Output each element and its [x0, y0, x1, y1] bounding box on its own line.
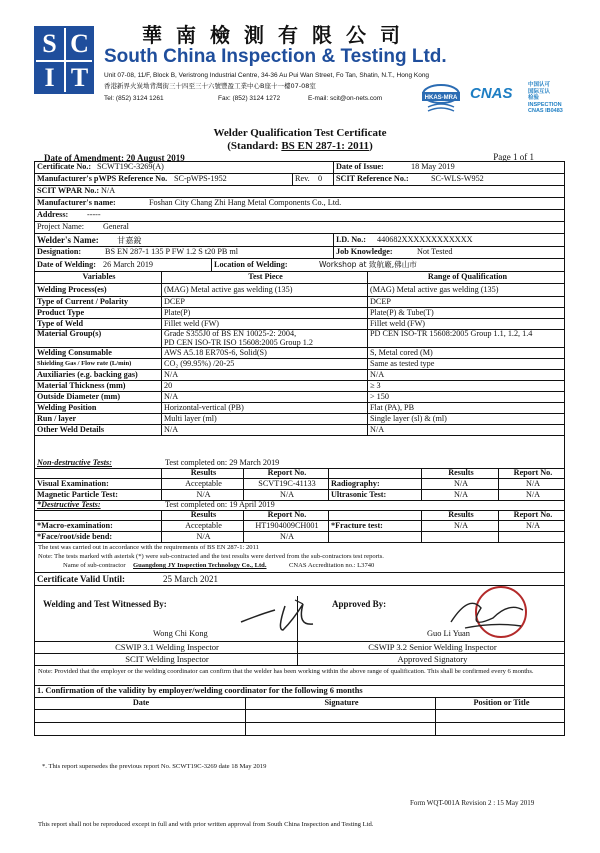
cnas-text: 中国认可 国际互认 检验 INSPECTION CNAS IB0483: [528, 82, 563, 114]
logo-letter: I: [44, 63, 55, 92]
test-row: [35, 490, 564, 501]
test-piece-value: Plate(P): [161, 308, 367, 318]
confirm-col-header: Date Signature Position or Title: [35, 698, 564, 709]
range-value: [367, 339, 565, 347]
company-tel: Tel: (852) 3124 1261: [104, 95, 164, 102]
test-piece-value: PD CEN ISO-TR ISO 15608:2005 Group 1.2: [161, 339, 367, 347]
approver-signature: [441, 588, 541, 634]
test-piece-value: DCEP: [161, 297, 367, 307]
date-of-amendment: Date of Amendment: 20 August 2019: [44, 153, 185, 163]
variables-header: Variables Test Piece Range of Qualification: [35, 272, 564, 284]
variable-row: [35, 425, 564, 436]
test-result: N/A: [161, 532, 243, 542]
witness-name: Wong Chi Kong: [153, 629, 208, 638]
test-piece-value: CO₂ (99.95%) /20-25: [161, 359, 367, 369]
company-fax: Fax: (852) 3124 1272: [218, 95, 281, 102]
approver-label: Approved By:: [332, 599, 387, 609]
standard: (Standard: BS EN 287-1: 2011): [227, 140, 373, 152]
company-email: E-mail: scit@on-nets.com: [308, 95, 383, 102]
note-subcontract: Note: The tests marked with asterisk (*) were sub-contracted and the test results were derived from the sub-contractors test reports.: [38, 553, 384, 560]
range-value: ≥ 3: [367, 381, 565, 391]
test-piece-value: (MAG) Metal active gas welding (135): [161, 284, 367, 296]
range-value: Flat (PA), PB: [367, 403, 565, 413]
test-piece-value: Horizontal-vertical (PB): [161, 403, 367, 413]
variable-name: Outside Diameter (mm): [37, 392, 121, 401]
confirm-note: Note: Provided that the employer or the welding coordinator can confirm that the welder has been working within the above range of qualification. This shall be confirmed every 6 months.: [35, 666, 564, 686]
ndt-heading: Non-destructive Tests: Test completed on: 29 March 2019: [35, 459, 564, 469]
variable-row: [35, 370, 564, 381]
svg-text:HKAS-MRA: HKAS-MRA: [424, 95, 458, 101]
hkas-mra-logo: [418, 82, 464, 116]
variable-row: [35, 414, 564, 425]
confirm-heading: 1. Confirmation of the validity by employer/welding coordinator for the following 6 months: [35, 686, 564, 698]
range-value: Single layer (sl) & (ml): [367, 414, 565, 424]
variable-name: Run / layer: [37, 414, 77, 423]
test-result: N/A: [421, 490, 498, 500]
company-name-en: South China Inspection & Testing Ltd.: [104, 46, 447, 67]
test-piece-value: N/A: [161, 425, 367, 435]
info-row: Project Name: General: [35, 222, 564, 234]
approver-name: Guo Li Yuan: [427, 629, 470, 638]
variable-name: [35, 339, 161, 347]
scit-logo: [34, 26, 94, 94]
variable-row: [35, 319, 564, 330]
range-value: Same as tested type: [367, 359, 565, 369]
test-piece-value: Grade S355J0 of BS EN 10025-2: 2004,: [161, 330, 367, 339]
test-name: *Macro-examination:: [37, 521, 113, 530]
company-name-cn: 華南檢測有限公司: [142, 23, 414, 47]
info-row: SCIT WPAR No.: N/A: [35, 186, 564, 198]
report-no: N/A: [243, 490, 328, 500]
range-value: Plate(P) & Tube(T): [367, 308, 565, 318]
form-ref: Form WQT-001A Revision 2 : 15 May 2019: [410, 799, 535, 807]
certificate-title: Welder Qualification Test Certificate: [213, 127, 387, 139]
witness-label: Welding and Test Witnessed By:: [43, 599, 167, 609]
range-value: S, Metal cored (M): [367, 348, 565, 358]
test-piece-value: N/A: [161, 370, 367, 380]
variable-row: [35, 339, 564, 348]
test-name: Ultrasonic Test:: [328, 490, 421, 500]
variable-name: Auxiliaries (e.g. backing gas): [37, 370, 138, 379]
notes: [35, 543, 564, 573]
report-no: [498, 532, 565, 542]
report-no: N/A: [498, 479, 565, 489]
test-piece-value: Multi layer (ml): [161, 414, 367, 424]
test-name: *Face/root/side bend:: [37, 532, 113, 541]
variable-name: Material Thickness (mm): [37, 381, 126, 390]
range-value: > 150: [367, 392, 565, 402]
footer-notice: This report shall not be reproduced except in full and with prior written approval from South China Inspection and Testing Ltd.: [38, 821, 374, 828]
variable-name: Other Weld Details: [37, 425, 105, 434]
cnas-accreditation: CNAS Accreditation no.: L3740: [289, 562, 375, 569]
test-name: *Fracture test:: [328, 521, 421, 531]
test-result: [421, 532, 498, 542]
test-piece-value: AWS A5.18 ER70S-6, Solid(S): [161, 348, 367, 358]
ndt-col-header: Results Report No. Results Report No.: [35, 469, 564, 479]
info-row: Address: -----: [35, 210, 564, 222]
test-piece-value: N/A: [161, 392, 367, 402]
logo-letter: S: [42, 29, 57, 58]
report-no: SCVT19C-41133: [243, 479, 328, 489]
test-row: [35, 532, 564, 543]
variable-row: [35, 330, 564, 339]
variable-name: Shielding Gas / Flow rate (L/min): [37, 359, 132, 367]
certificate-table: [34, 161, 565, 710]
logo-letter: T: [70, 63, 89, 92]
role-row: SCIT Welding Inspector Approved Signatory: [35, 654, 564, 666]
test-piece-value: 20: [161, 381, 367, 391]
test-row: [35, 479, 564, 490]
test-name: Magnetic Particle Test:: [37, 490, 118, 499]
range-value: (MAG) Metal active gas welding (135): [367, 284, 565, 296]
variable-row: [35, 308, 564, 319]
variable-row: [35, 297, 564, 308]
test-name: Visual Examination:: [37, 479, 109, 488]
company-address: Unit 07-08, 11/F, Block B, Veristrong Industrial Centre, 34-36 Au Pui Wan Street, Fo Tan, Shatin, N.T., Hong Kong: [104, 72, 430, 79]
range-value: PD CEN ISO-TR 15608:2005 Group 1.1, 1.2, 1.4: [367, 330, 565, 339]
signature-area: [35, 586, 564, 642]
variable-name: Type of Weld: [37, 319, 84, 328]
dt-col-header: Results Report No. Results Report No.: [35, 511, 564, 521]
test-result: N/A: [421, 521, 498, 531]
info-row: Designation: BS EN 287-1 135 P FW 1.2 S t20 PB ml Job Knowledge: Not Tested: [35, 247, 564, 259]
note-standard: The test was carried out in accordance with the requirements of BS EN 287-1: 2011: [38, 544, 259, 551]
test-result: N/A: [421, 479, 498, 489]
dt-heading: *Destructive Tests: Test completed on: 19 April 2019: [35, 501, 564, 511]
variable-row: [35, 392, 564, 403]
test-result: Acceptable: [161, 521, 243, 531]
test-piece-value: Fillet weld (FW): [161, 319, 367, 329]
cnas-logo: CNAS: [470, 85, 513, 102]
test-result: N/A: [161, 490, 243, 500]
page-number: Page 1 of 1: [493, 152, 534, 162]
info-row: Welder's Name: 甘嘉銳 I.D. No.: 440682XXXXXXXXXXXX: [35, 234, 564, 247]
variable-row: [35, 403, 564, 414]
variable-name: Welding Consumable: [37, 348, 112, 357]
test-name: Radiography:: [328, 479, 421, 489]
variable-row: [35, 348, 564, 359]
test-name: [328, 532, 421, 542]
variable-name: Welding Process(es): [37, 284, 107, 294]
test-row: [35, 521, 564, 532]
report-no: N/A: [498, 490, 565, 500]
logo-letter: C: [70, 29, 89, 58]
test-result: Acceptable: [161, 479, 243, 489]
valid-row: Certificate Valid Until: 25 March 2021: [35, 573, 564, 586]
witness-signature: [235, 592, 345, 634]
range-value: N/A: [367, 370, 565, 380]
variable-name: Welding Position: [37, 403, 97, 412]
range-value: DCEP: [367, 297, 565, 307]
qual-row: CSWIP 3.1 Welding Inspector CSWIP 3.2 Senior Welding Inspector: [35, 642, 564, 654]
confirm-blank-rows: [34, 710, 565, 736]
info-row: Date of Welding: 26 March 2019 Location of Welding: Workshop at 致航廠,佛山市: [35, 259, 564, 272]
variable-row: [35, 284, 564, 297]
variable-name: Type of Current / Polarity: [37, 297, 129, 306]
variable-row: [35, 359, 564, 370]
info-row: Manufacturer's name: Foshan City Chang Zhi Hang Metal Components Co., Ltd.: [35, 198, 564, 210]
info-row: Certificate No.: SCWT19C-3269(A) Date of Issue: 18 May 2019: [35, 162, 564, 174]
report-no: N/A: [243, 532, 328, 542]
variable-row: [35, 381, 564, 392]
company-address-cn: 香港新界火炭坳背灣街三十四至三十六號豐盈工業中心B座十一樓07-08室: [104, 82, 316, 90]
report-no: HT1904009CH001: [243, 521, 328, 531]
report-no: N/A: [498, 521, 565, 531]
variable-name: Material Group(s): [37, 330, 102, 339]
sub-contractor: Guangdong JY Inspection Technology Co., Ltd.: [133, 562, 267, 569]
info-row: Manufacturer's pWPS Reference No. SC-pWPS-1952 Rev. 0 SCIT Reference No.: SC-WLS-W952: [35, 174, 564, 186]
supersede-note: *. This report supersedes the previous report No. SCWT19C-3269 date 18 May 2019: [42, 763, 267, 770]
range-value: Fillet weld (FW): [367, 319, 565, 329]
variable-name: Product Type: [37, 308, 85, 317]
range-value: N/A: [367, 425, 565, 435]
sub-contractor-label: Name of sub-contractor: [63, 562, 126, 569]
